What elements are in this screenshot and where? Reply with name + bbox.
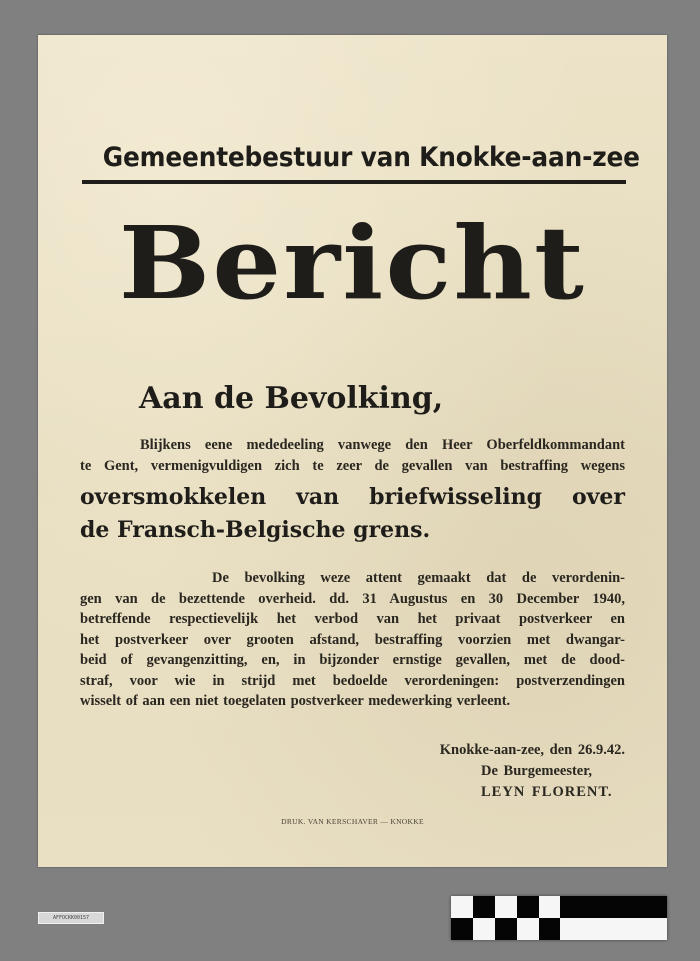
emphasis-line: oversmokkelen van briefwisseling over — [80, 484, 625, 510]
checker-cell-black — [560, 896, 667, 918]
paragraph-line: te Gent, vermenigvuldigen zich te zeer de gevallen van bestraffing wegens — [80, 457, 625, 474]
signatory-role: De Burgemeester, — [481, 763, 592, 779]
calibration-checker-strip — [451, 896, 667, 940]
signatory-name: LEYN FLORENT. — [481, 784, 613, 800]
poster-document — [38, 35, 667, 867]
paragraph-line: wisselt of aan een niet toegelaten postverkeer medewerking verleent. — [80, 693, 511, 709]
body-paragraph — [80, 568, 625, 712]
municipality-header: Gemeentebestuur van Knokke-aan-zee — [102, 142, 640, 173]
paragraph-line: beid of gevangenzitting, en, in bijzonder ernstige gevallen, met de dood- — [80, 652, 625, 668]
checker-cell-black — [539, 918, 560, 940]
paragraph-line: straf, voor wie in strijd met bedoelde verordeningen: postverzendingen — [80, 672, 625, 689]
checker-cell-white — [495, 896, 517, 918]
checker-cell-white — [517, 918, 539, 940]
paragraph-line: betreffende respectievelijk het verbod van het privaat postverkeer en — [80, 611, 625, 627]
checker-cell-black — [517, 896, 539, 918]
checker-cell-black — [473, 896, 495, 918]
checker-cell-black — [451, 918, 473, 940]
paragraph-line: De bevolking weze attent gemaakt dat de verordenin- — [212, 570, 625, 586]
checker-cell-black — [495, 918, 517, 940]
notice-title: Bericht — [118, 204, 587, 322]
intro-paragraph — [80, 435, 625, 476]
checker-cell-white — [560, 918, 667, 940]
paragraph-line: het postverkeer over grooten afstand, bestraffing voorzien met dwangar- — [80, 631, 625, 648]
checker-cell-white — [451, 896, 473, 918]
emphasis-line: de Fransch-Belgische grens. — [80, 517, 431, 543]
paragraph-line: Blijkens eene mededeeling vanwege den Heer Oberfeldkommandant — [140, 437, 625, 453]
checker-cell-white — [473, 918, 495, 940]
paragraph-line: gen van de bezettende overheid. dd. 31 Augustus en 30 December 1940, — [80, 590, 625, 607]
checker-cell-white — [539, 896, 560, 918]
archive-id-label: AFFOCKK00157 — [38, 912, 104, 924]
salutation-heading: Aan de Bevolking, — [139, 381, 444, 416]
printer-imprint: DRUK. VAN KERSCHAVER — KNOKKE — [281, 817, 424, 826]
header-rule-divider — [82, 180, 626, 184]
place-and-date: Knokke-aan-zee, den 26.9.42. — [439, 742, 625, 758]
emphasis-statement — [80, 481, 625, 547]
signature-block — [365, 740, 625, 803]
